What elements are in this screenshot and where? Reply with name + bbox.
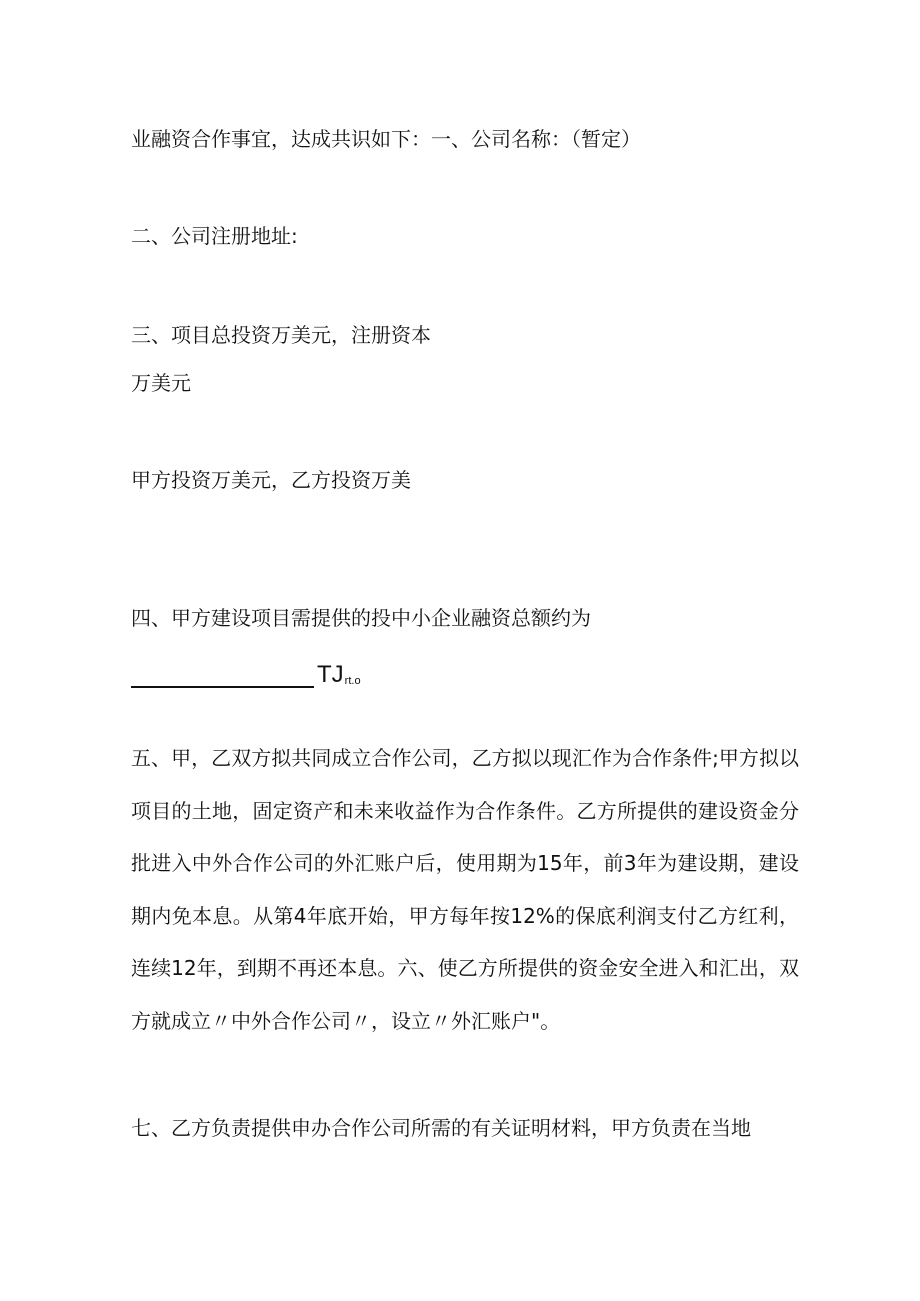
blank-underline (131, 664, 314, 688)
fill-in-blank (131, 658, 361, 688)
blank-suffix-text: TJ (317, 661, 344, 688)
text-line-total-investment: 三、项目总投资万美元，注册资本 (131, 323, 431, 347)
paragraph-cooperation-terms: 五、甲，乙双方拟共同成立合作公司，乙方拟以现汇作为合作条件;甲方拟以项目的土地，固定资产和未来收益作为合作条件。乙方所提供的建设资金分批进入中外合作公司的外汇账户后，使用期为15年，前3年为建设期，建设期内免本息。从第4年底开始，甲方每年按12%的保底利润支付乙方红利，连续12年，到期不再还本息。六、使乙方所提供的资金安全进入和汇出，双方就成立〃中外合作公司〃，设立〃外汇账户"。 (131, 746, 799, 1033)
text-line-party-b-duties: 七、乙方负责提供申办合作公司所需的有关证明材料，甲方负责在当地 (131, 1116, 751, 1140)
text-line-party-investment: 甲方投资万美元，乙方投资万美 (131, 468, 411, 492)
text-line-company-name: 业融资合作事宜，达成共识如下：一、公司名称：（暂定） (131, 127, 641, 151)
text-line-capital-unit: 万美元 (131, 371, 191, 395)
blank-suffix-subscript: rt.o (344, 675, 361, 687)
text-line-registered-address: 二、公司注册地址: (131, 224, 298, 248)
text-line-financing-total: 四、甲方建设项目需提供的投中小企业融资总额约为 (131, 606, 591, 630)
